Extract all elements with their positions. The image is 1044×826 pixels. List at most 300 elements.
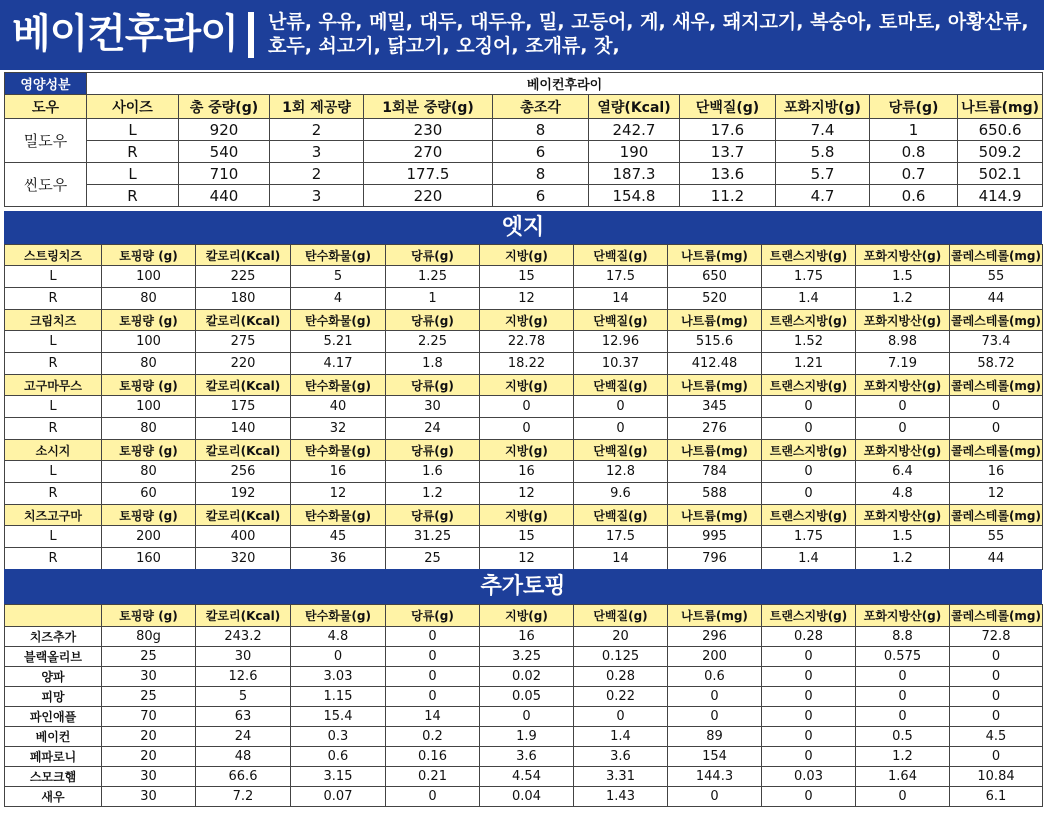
table-cell: 0.575 (856, 647, 950, 667)
topping-name: 페파로니 (5, 747, 102, 767)
table-cell: 12 (291, 483, 386, 505)
column-header: 나트륨(mg) (668, 605, 762, 627)
table-cell: R (5, 418, 102, 440)
header-banner (0, 0, 1044, 70)
table-cell: 0.02 (480, 667, 574, 687)
table-cell: R (87, 141, 179, 163)
table-cell: 0.8 (870, 141, 958, 163)
table-cell: 243.2 (196, 627, 291, 647)
table-cell: 1.6 (386, 461, 480, 483)
table-row (5, 787, 1043, 807)
table-cell: 0.28 (762, 627, 856, 647)
table-cell: 225 (196, 266, 291, 288)
table-cell: 0 (762, 647, 856, 667)
table-row (5, 396, 1043, 418)
edge-section-title: 엣지 (4, 211, 1042, 244)
topping-name: 블랙올리브 (5, 647, 102, 667)
table-cell: 1.5 (856, 526, 950, 548)
table-cell: 0 (762, 787, 856, 807)
table-cell: 220 (196, 353, 291, 375)
table-cell: L (87, 163, 179, 185)
column-header: 트랜스지방(g) (762, 505, 856, 526)
table-cell: 5 (196, 687, 291, 707)
table-cell: 920 (179, 119, 270, 141)
table-cell: 40 (291, 396, 386, 418)
table-cell: 270 (364, 141, 493, 163)
table-cell: 14 (574, 288, 668, 310)
column-header: 도우 (5, 95, 87, 119)
table-row (5, 707, 1043, 727)
table-cell: 160 (102, 548, 196, 570)
table-cell: 588 (668, 483, 762, 505)
table-cell: 414.9 (958, 185, 1043, 207)
column-header: 토핑량 (g) (102, 310, 196, 331)
column-header: 지방(g) (480, 505, 574, 526)
column-header: 나트륨(mg) (668, 440, 762, 461)
column-header: 단백질(g) (574, 605, 668, 627)
table-cell: 58.72 (950, 353, 1043, 375)
table-cell: 192 (196, 483, 291, 505)
edge-group-header (5, 375, 1043, 396)
column-header: 단백질(g) (574, 505, 668, 526)
table-cell: 0.2 (386, 727, 480, 747)
table-cell: 1.64 (856, 767, 950, 787)
table-cell: L (5, 396, 102, 418)
table-cell: 650 (668, 266, 762, 288)
table-cell: 55 (950, 526, 1043, 548)
table-cell: 0 (762, 727, 856, 747)
table-cell: 15 (480, 266, 574, 288)
extra-topping-table (4, 604, 1043, 807)
table-cell: 30 (102, 787, 196, 807)
table-cell: 0 (668, 787, 762, 807)
table-cell: 100 (102, 396, 196, 418)
table-row (5, 483, 1043, 505)
table-cell: 509.2 (958, 141, 1043, 163)
column-header: 지방(g) (480, 375, 574, 396)
table-cell: 0 (574, 707, 668, 727)
column-header: 콜레스테롤(mg) (950, 245, 1043, 266)
table-cell: 7.4 (776, 119, 870, 141)
table-cell: 0.7 (870, 163, 958, 185)
column-header: 칼로리(Kcal) (196, 605, 291, 627)
table-cell: 0 (950, 667, 1043, 687)
table-cell: 6 (493, 185, 589, 207)
table-cell: 4.8 (856, 483, 950, 505)
edge-group-name: 소시지 (5, 440, 102, 461)
table-cell: 0.3 (291, 727, 386, 747)
table-cell: 22.78 (480, 331, 574, 353)
table-cell: 0 (386, 787, 480, 807)
table-cell: 17.6 (680, 119, 776, 141)
table-cell: 6 (493, 141, 589, 163)
table-cell: 0 (856, 687, 950, 707)
column-header: 열량(Kcal) (589, 95, 680, 119)
table-cell: 154.8 (589, 185, 680, 207)
table-cell: 0.6 (668, 667, 762, 687)
table-cell: 18.22 (480, 353, 574, 375)
table-row (5, 767, 1043, 787)
table-row (5, 461, 1043, 483)
table-cell: 30 (386, 396, 480, 418)
table-cell: 144.3 (668, 767, 762, 787)
table-cell: 30 (102, 667, 196, 687)
column-header: 트랜스지방(g) (762, 310, 856, 331)
table-cell: 0 (856, 667, 950, 687)
column-header: 트랜스지방(g) (762, 440, 856, 461)
extra-topping-section-title: 추가토핑 (4, 569, 1042, 604)
table-cell: 0 (762, 396, 856, 418)
table-cell: 650.6 (958, 119, 1043, 141)
table-row (5, 163, 1043, 185)
table-row (5, 647, 1043, 667)
table-cell: 0 (574, 418, 668, 440)
column-header: 토핑량 (g) (102, 440, 196, 461)
table-cell: 13.6 (680, 163, 776, 185)
table-cell: 6.4 (856, 461, 950, 483)
table-cell: 15 (480, 526, 574, 548)
table-cell: R (5, 548, 102, 570)
table-cell: 0.07 (291, 787, 386, 807)
table-cell: 345 (668, 396, 762, 418)
column-header: 단백질(g) (574, 440, 668, 461)
table-cell: 4.54 (480, 767, 574, 787)
table-cell: 25 (386, 548, 480, 570)
extra-header-row (5, 605, 1043, 627)
column-header: 지방(g) (480, 440, 574, 461)
topping-name: 파인애플 (5, 707, 102, 727)
column-header: 토핑량 (g) (102, 245, 196, 266)
table-cell: 30 (102, 767, 196, 787)
table-row (5, 526, 1043, 548)
table-cell: 710 (179, 163, 270, 185)
table-cell: 44 (950, 288, 1043, 310)
table-cell: 17.5 (574, 266, 668, 288)
table-cell: 12.96 (574, 331, 668, 353)
column-header: 단백질(g) (680, 95, 776, 119)
column-header: 포화지방산(g) (856, 505, 950, 526)
table-cell: 44 (950, 548, 1043, 570)
pizza-nutrition-table (4, 72, 1043, 207)
table-cell: 1.4 (762, 288, 856, 310)
table-cell: 1.75 (762, 526, 856, 548)
table-cell: 3 (270, 141, 364, 163)
table-cell: 190 (589, 141, 680, 163)
table-cell: 10.84 (950, 767, 1043, 787)
edge-group-header (5, 505, 1043, 526)
column-header: 포화지방산(g) (856, 605, 950, 627)
table-cell: 0 (480, 418, 574, 440)
table-cell: 440 (179, 185, 270, 207)
table-cell: 180 (196, 288, 291, 310)
topping-name: 피망 (5, 687, 102, 707)
table-cell: 0 (386, 627, 480, 647)
column-header: 1회 제공량 (270, 95, 364, 119)
table-cell: 0 (386, 687, 480, 707)
table-cell: 412.48 (668, 353, 762, 375)
table-cell: 0 (480, 396, 574, 418)
table-cell: R (5, 483, 102, 505)
table-cell: 24 (386, 418, 480, 440)
column-header: 트랜스지방(g) (762, 375, 856, 396)
table-cell: 80 (102, 353, 196, 375)
table-cell: 0 (856, 707, 950, 727)
table-cell: 5.21 (291, 331, 386, 353)
table-cell: L (5, 526, 102, 548)
table-cell: 1.75 (762, 266, 856, 288)
table-cell: 242.7 (589, 119, 680, 141)
table-cell: 0.5 (856, 727, 950, 747)
table-cell: 230 (364, 119, 493, 141)
column-header: 포화지방산(g) (856, 245, 950, 266)
title-divider (248, 12, 254, 58)
edge-group-header (5, 245, 1043, 266)
table-cell: 70 (102, 707, 196, 727)
column-header: 당류(g) (870, 95, 958, 119)
table-cell: 1.25 (386, 266, 480, 288)
edge-group-name: 스트링치즈 (5, 245, 102, 266)
table-cell: 20 (102, 727, 196, 747)
column-header: 단백질(g) (574, 310, 668, 331)
column-header: 트랜스지방(g) (762, 605, 856, 627)
table-cell: 8.8 (856, 627, 950, 647)
table-cell: 16 (480, 627, 574, 647)
table-cell: 1 (870, 119, 958, 141)
column-header: 단백질(g) (574, 245, 668, 266)
table-cell: 2 (270, 163, 364, 185)
table-cell: 72.8 (950, 627, 1043, 647)
table-cell: 73.4 (950, 331, 1043, 353)
column-header: 탄수화물(g) (291, 505, 386, 526)
table-cell: 154 (668, 747, 762, 767)
column-header: 나트륨(mg) (668, 505, 762, 526)
column-header: 나트륨(mg) (958, 95, 1043, 119)
table-cell: 0 (291, 647, 386, 667)
table-cell: 0 (668, 707, 762, 727)
table-cell: 0 (762, 483, 856, 505)
pizza-header-row (5, 95, 1043, 119)
table-cell: 0.05 (480, 687, 574, 707)
table-cell: 796 (668, 548, 762, 570)
column-header: 나트륨(mg) (668, 245, 762, 266)
table-cell: 11.2 (680, 185, 776, 207)
table-cell: 187.3 (589, 163, 680, 185)
table-cell: 80 (102, 418, 196, 440)
table-cell: 0.125 (574, 647, 668, 667)
table-cell: 36 (291, 548, 386, 570)
table-cell: 16 (480, 461, 574, 483)
table-cell: 0 (856, 787, 950, 807)
table-cell: 296 (668, 627, 762, 647)
column-header: 당류(g) (386, 440, 480, 461)
table-row (5, 727, 1043, 747)
column-header: 포화지방산(g) (856, 310, 950, 331)
column-header: 포화지방산(g) (856, 440, 950, 461)
table-cell: 16 (291, 461, 386, 483)
table-cell: 175 (196, 396, 291, 418)
column-header: 탄수화물(g) (291, 310, 386, 331)
topping-name: 치즈추가 (5, 627, 102, 647)
table-cell: 3.03 (291, 667, 386, 687)
table-cell: 275 (196, 331, 291, 353)
table-cell: 14 (386, 707, 480, 727)
table-cell: 540 (179, 141, 270, 163)
table-cell: 4.8 (291, 627, 386, 647)
table-cell: 89 (668, 727, 762, 747)
column-header: 탄수화물(g) (291, 245, 386, 266)
table-cell: 13.7 (680, 141, 776, 163)
table-cell: 4.17 (291, 353, 386, 375)
column-header: 토핑량 (g) (102, 505, 196, 526)
table-cell: 9.6 (574, 483, 668, 505)
table-cell: 515.6 (668, 331, 762, 353)
table-cell: 1.8 (386, 353, 480, 375)
table-cell: 24 (196, 727, 291, 747)
topping-name: 스모크햄 (5, 767, 102, 787)
table-cell: 4.5 (950, 727, 1043, 747)
table-cell: 12.8 (574, 461, 668, 483)
table-cell: 0 (386, 667, 480, 687)
column-header: 총조각 (493, 95, 589, 119)
column-header: 포화지방산(g) (856, 375, 950, 396)
table-cell: 200 (102, 526, 196, 548)
column-header: 콜레스테롤(mg) (950, 605, 1043, 627)
table-row (5, 548, 1043, 570)
table-cell: 0 (950, 687, 1043, 707)
edge-nutrition-table (4, 244, 1043, 570)
table-row (5, 353, 1043, 375)
table-cell: 1.15 (291, 687, 386, 707)
table-cell: 63 (196, 707, 291, 727)
table-cell: 80g (102, 627, 196, 647)
allergen-list: 난류, 우유, 메밀, 대두, 대두유, 밀, 고등어, 게, 새우, 돼지고기, 복숭아, 토마토, 아황산류, 호두, 쇠고기, 닭고기, 오징어, 조개류, 잣, (268, 11, 1029, 57)
table-cell: 12 (480, 548, 574, 570)
table-cell: L (5, 331, 102, 353)
topping-name: 양파 (5, 667, 102, 687)
table-cell: 0 (762, 418, 856, 440)
column-header: 나트륨(mg) (668, 310, 762, 331)
column-header: 콜레스테롤(mg) (950, 375, 1043, 396)
column-header: 탄수화물(g) (291, 605, 386, 627)
table-cell: 0 (668, 687, 762, 707)
table-cell: 1.9 (480, 727, 574, 747)
column-header: 포화지방(g) (776, 95, 870, 119)
table-cell: 1.2 (856, 548, 950, 570)
table-cell: 0 (762, 461, 856, 483)
table-cell: 3.31 (574, 767, 668, 787)
table-cell: 502.1 (958, 163, 1043, 185)
table-cell: R (5, 353, 102, 375)
table-row (5, 418, 1043, 440)
table-cell: 2.25 (386, 331, 480, 353)
table-cell: 17.5 (574, 526, 668, 548)
column-header: 지방(g) (480, 245, 574, 266)
table-cell: 1.4 (574, 727, 668, 747)
column-header: 칼로리(Kcal) (196, 245, 291, 266)
column-header: 칼로리(Kcal) (196, 310, 291, 331)
column-header: 트랜스지방(g) (762, 245, 856, 266)
column-header: 칼로리(Kcal) (196, 375, 291, 396)
table-cell: 20 (574, 627, 668, 647)
column-header: 당류(g) (386, 245, 480, 266)
table-cell: 48 (196, 747, 291, 767)
table-cell: 3 (270, 185, 364, 207)
table-row (5, 331, 1043, 353)
column-header: 단백질(g) (574, 375, 668, 396)
column-header: 1회분 중량(g) (364, 95, 493, 119)
column-header: 콜레스테롤(mg) (950, 440, 1043, 461)
table-cell: 6.1 (950, 787, 1043, 807)
table-cell: 0.16 (386, 747, 480, 767)
table-cell: R (87, 185, 179, 207)
column-header (5, 605, 102, 627)
dough-name: 씬도우 (5, 163, 87, 207)
table-cell: 0.21 (386, 767, 480, 787)
table-cell: 1.2 (856, 288, 950, 310)
table-cell: 1.4 (762, 548, 856, 570)
table-cell: 0.28 (574, 667, 668, 687)
column-header: 콜레스테롤(mg) (950, 505, 1043, 526)
table-cell: 3.25 (480, 647, 574, 667)
table-cell: 4.7 (776, 185, 870, 207)
table-cell: 0 (386, 647, 480, 667)
table-cell: 14 (574, 548, 668, 570)
table-cell: 20 (102, 747, 196, 767)
table-cell: 0 (480, 707, 574, 727)
edge-group-name: 크림치즈 (5, 310, 102, 331)
column-header: 당류(g) (386, 605, 480, 627)
edge-group-name: 고구마무스 (5, 375, 102, 396)
table-cell: 0 (762, 667, 856, 687)
table-cell: L (5, 461, 102, 483)
column-header: 나트륨(mg) (668, 375, 762, 396)
table-cell: 12 (480, 288, 574, 310)
column-header: 당류(g) (386, 310, 480, 331)
edge-group-header (5, 440, 1043, 461)
table-cell: 8 (493, 163, 589, 185)
table-cell: 320 (196, 548, 291, 570)
table-cell: 140 (196, 418, 291, 440)
table-cell: 8 (493, 119, 589, 141)
table-cell: 30 (196, 647, 291, 667)
table-row (5, 687, 1043, 707)
table-cell: 784 (668, 461, 762, 483)
table-cell: 3.15 (291, 767, 386, 787)
table-cell: 16 (950, 461, 1043, 483)
dough-name: 밀도우 (5, 119, 87, 163)
table-cell: 0 (762, 747, 856, 767)
table-cell: 100 (102, 266, 196, 288)
table-cell: 12 (950, 483, 1043, 505)
table-cell: 0.03 (762, 767, 856, 787)
table-cell: 0 (950, 418, 1043, 440)
table-cell: 80 (102, 461, 196, 483)
table-row (5, 119, 1043, 141)
column-header: 토핑량 (g) (102, 375, 196, 396)
table-cell: 0 (950, 707, 1043, 727)
table-cell: 3.6 (574, 747, 668, 767)
table-cell: 0 (856, 396, 950, 418)
table-cell: 12.6 (196, 667, 291, 687)
table-cell: 520 (668, 288, 762, 310)
table-cell: 3.6 (480, 747, 574, 767)
table-cell: 5 (291, 266, 386, 288)
column-header: 사이즈 (87, 95, 179, 119)
table-cell: 4 (291, 288, 386, 310)
table-cell: 100 (102, 331, 196, 353)
column-header: 총 중량(g) (179, 95, 270, 119)
edge-group-header (5, 310, 1043, 331)
